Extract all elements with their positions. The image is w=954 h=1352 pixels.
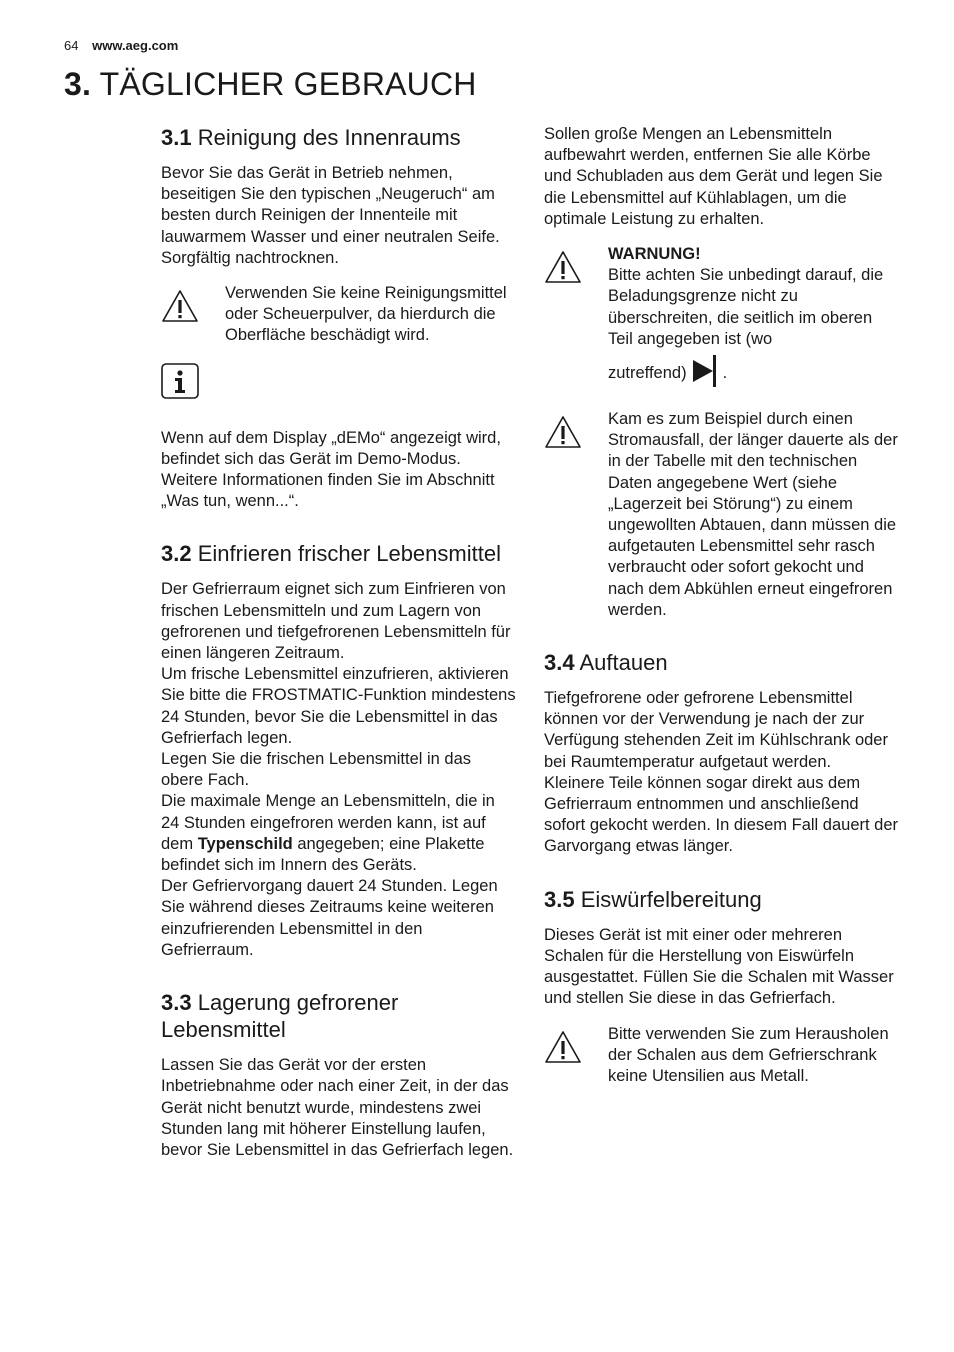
caution-text: Verwenden Sie keine Reinigungsmittel oder Scheuerpulver, da hierdurch die Oberfläche beschädigt wird. <box>225 284 507 345</box>
paragraph: Der Gefrierraum eignet sich zum Einfrieren von frischen Lebensmitteln und zum Lagern von gefrorenen und tiefgefrorenen Lebensmitteln für einen längeren Zeitraum. <box>161 580 511 663</box>
section-heading: 3.5 Eiswürfelbereitung <box>544 886 762 912</box>
page-header <box>64 38 178 53</box>
caution-notice <box>161 283 517 347</box>
typenschild-term: Typenschild <box>197 834 293 853</box>
warning-suffix: zutreffend) <box>608 363 687 382</box>
paragraph: Dieses Gerät ist mit einer oder mehreren Schalen für die Herstellung von Eiswürfeln ausgestattet. Füllen Sie die Schalen mit Wasser und stellen Sie diese in das Gefrierfach. <box>544 925 894 1008</box>
caution-notice <box>544 409 900 621</box>
paragraph: Um frische Lebensmittel einzufrieren, aktivieren Sie bitte die FROSTMATIC-Funktion mindestens 24 Stunden, bevor Sie die Lebensmittel in das Gefrierfach legen. <box>161 665 516 747</box>
section-heading: 3.4 Auftauen <box>544 650 668 676</box>
paragraph: Tiefgefrorene oder gefrorene Lebensmittel können vor der Verwendung je nach der zur Verfügung stehenden Zeit im Kühlschrank oder bei Raumtemperatur aufgetaut werden. <box>544 689 888 771</box>
header-url[interactable]: www.aeg.com <box>92 38 179 53</box>
warning-text: Bitte achten Sie unbedingt darauf, die Beladungsgrenze nicht zu überschreiten, die seitlich im oberen Teil angegeben ist (wo <box>608 266 884 348</box>
section-3-4 <box>544 649 900 858</box>
loading-limit-icon <box>691 354 719 393</box>
page-number: 64 <box>64 38 79 53</box>
chapter-title <box>64 66 477 103</box>
paragraph: Bevor Sie das Gerät in Betrieb nehmen, beseitigen Sie den typischen „Neugeruch“ am besten durch Reinigen der Innenteile mit lauwarmem Wasser und einer neutralen Seife. Sorgfältig nachtrocknen. <box>161 164 500 267</box>
paragraph: Lassen Sie das Gerät vor der ersten Inbetriebnahme oder nach einer Zeit, in der das Gerät nicht benutzt wurde, mindestens zwei Stunden lang mit höherer Einstellung laufen, bevor Sie Lebensmittel in das Gefrierfach legen. <box>161 1056 514 1159</box>
section-3-1 <box>161 124 517 512</box>
right-column <box>544 124 900 1111</box>
section-heading: 3.2 Einfrieren frischer Lebensmittel <box>161 541 501 567</box>
section-3-3 <box>161 989 517 1161</box>
section-3-2 <box>161 540 517 961</box>
paragraph: Sollen große Mengen an Lebensmitteln aufbewahrt werden, entfernen Sie alle Körbe und Schubladen aus dem Gerät und legen Sie die Lebensmittel auf Kühlablagen, um die optimale Leistung zu erhalten. <box>544 125 883 228</box>
caution-text: Bitte verwenden Sie zum Herausholen der Schalen aus dem Gefrierschrank keine Utensilien aus Metall. <box>608 1024 889 1085</box>
paragraph: Die maximale Menge an Lebensmitteln, die in 24 Stunden eingefroren werden kann, ist auf dem Typenschild angegeben; eine Plakette befindet sich im Innern des Geräts. <box>161 792 495 875</box>
paragraph: Legen Sie die frischen Lebensmittel in das obere Fach. <box>161 750 472 790</box>
warning-label: WARNUNG! <box>608 245 701 264</box>
warning-notice: WARNUNG! Bitte achten Sie unbedingt darauf, die Beladungsgrenze nicht zu überschreiten, die seitlich im oberen Teil angegeben ist (wo zutreffend) . <box>544 244 900 393</box>
caution-notice <box>544 1024 900 1088</box>
section-heading: 3.3 Lagerung gefrorener Lebensmittel <box>161 990 399 1043</box>
warning-triangle-icon <box>161 283 225 328</box>
paragraph: Kleinere Teile können sogar direkt aus dem Gefrierraum entnommen und anschließend sofort gekocht werden. In diesem Fall dauert der Garvorgang etwas länger. <box>544 773 899 856</box>
info-icon <box>161 363 517 404</box>
chapter-title-text: TÄGLICHER GEBRAUCH <box>99 66 477 102</box>
section-3-5 <box>544 886 900 1087</box>
chapter-number: 3. <box>64 66 92 102</box>
caution-text: Kam es zum Beispiel durch einen Stromausfall, der länger dauerte als der in der Tabelle mit den technischen Daten angegebene Wert (siehe „Lagerzeit bei Störung“) zu einem ungewollten Abtauen, dann müssen die aufgetauten Lebensmittel sehr rasch verbraucht oder sofort gekocht und nach dem Abkühlen erneut eingefroren werden. <box>608 410 898 619</box>
section-heading: 3.1 Reinigung des Innenraums <box>161 125 461 150</box>
warning-triangle-icon <box>544 1024 608 1069</box>
info-text: Wenn auf dem Display „dEMo“ angezeigt wird, befindet sich das Gerät im Demo-Modus. Weitere Informationen finden Sie im Abschnitt „Was tun, wenn...“. <box>161 428 501 511</box>
left-column <box>161 124 517 1185</box>
paragraph: Der Gefriervorgang dauert 24 Stunden. Legen Sie während dieses Zeitraums keine weiteren einzufrierenden Lebensmittel in den Gefrierraum. <box>161 877 498 959</box>
warning-triangle-icon <box>544 244 608 289</box>
warning-triangle-icon <box>544 409 608 454</box>
